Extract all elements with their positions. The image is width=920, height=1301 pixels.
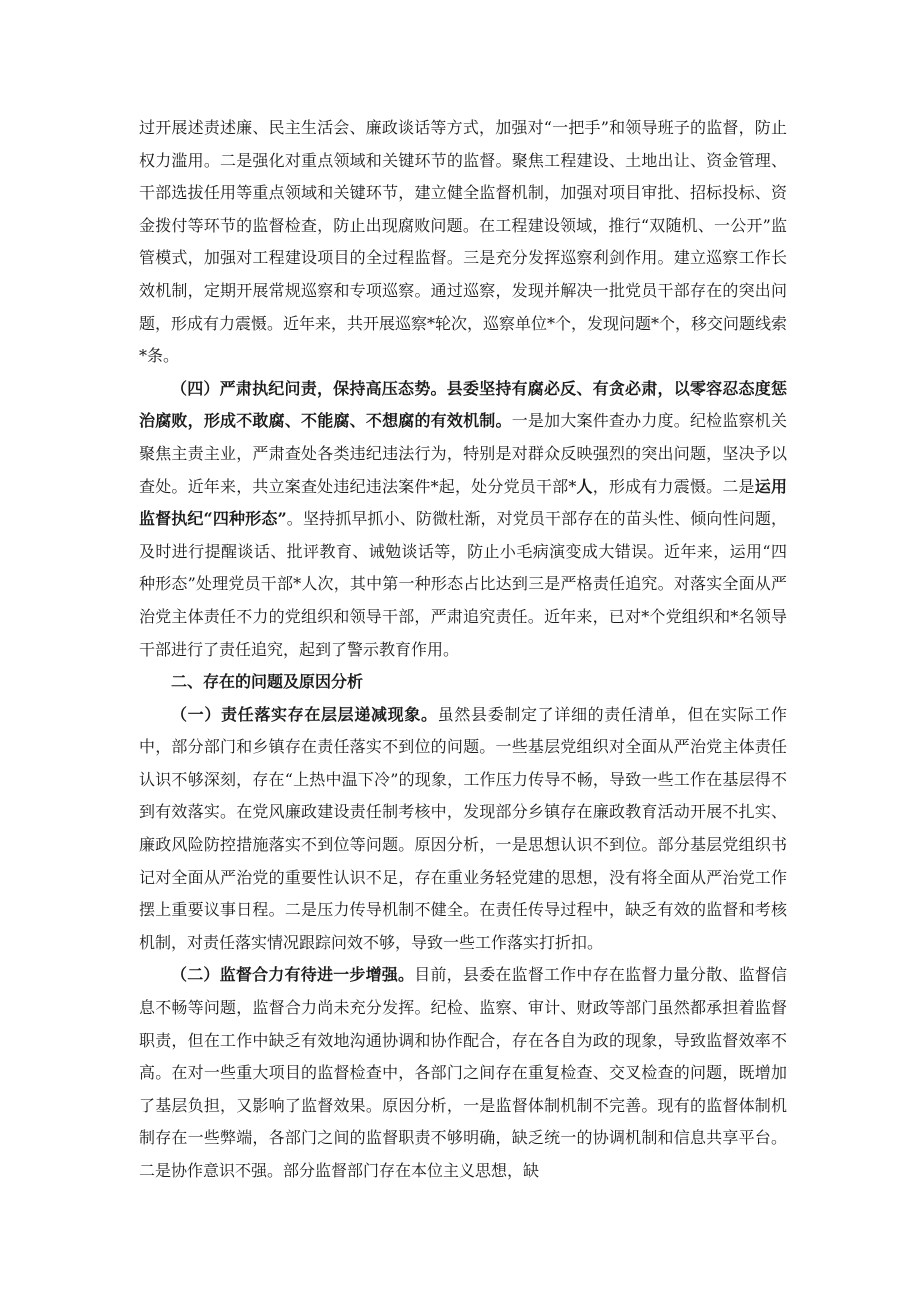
paragraph-text-e: 。坚持抓早抓小、防微杜渐，对党员干部存在的苗头性、倾向性问题，及时进行提醒谈话、批评教育、诫勉谈话等，防止小毛病演变成大错误。近年来，运用“四种形态”处理党员干部*人次，其中第一种形态占比达到三是严格责任追究。对落实全面从严治党主体责任不力的党组织和领导干部，严肃追究责任。近年来，已对*个党组织和*名领导干部进行了责任追究，起到了警示教育作用。 <box>139 509 787 659</box>
paragraph-text-b: 人 <box>576 476 593 496</box>
section-lead-4: （四）严肃执纪问责，保持高压态势。县委坚持有腐必反、有贪必肃，以零容忍态度惩治腐败，形成不敢腐、不能腐、不想腐的有效机制。 <box>139 378 787 431</box>
paragraph-responsibility-decline <box>139 699 787 960</box>
document-body <box>139 112 787 1188</box>
paragraph-text: 目前，县委在监督工作中存在监督力量分散、监督信息不畅等问题，监督合力尚未充分发挥。纪检、监察、审计、财政等部门虽然都承担着监督职责，但在工作中缺乏有效地沟通协调和协作配合，存在各自为政的现象，导致监督效率不高。在对一些重大项目的监督检查中，各部门之间存在重复检查、交叉检查的问题，既增加了基层负担，又影响了监督效果。原因分析，一是监督体制机制不完善。现有的监督体制机制存在一些弊端，各部门之间的监督职责不够明确，缺乏统一的协调机制和信息共享平台。二是协作意识不强。部分监督部门存在本位主义思想，缺 <box>139 965 787 1180</box>
paragraph-text-a: 一是加大案件查办力度。纪检监察机关聚焦主责主业，严肃查处各类违纪违法行为，特别是对群众反映强烈的突出问题，坚决予以查处。近年来，共立案查处违纪违法案件*起，处分党员干部* <box>139 411 787 496</box>
paragraph-text: 虽然县委制定了详细的责任清单，但在实际工作中，部分部门和乡镇存在责任落实不到位的问题。一些基层党组织对全面从严治党主体责任认识不够深刻，存在“上热中温下冷”的现象，工作压力传导不畅，导致一些工作在基层得不到有效落实。在党风廉政建设责任制考核中，发现部分乡镇存在廉政教育活动开展不扎实、廉政风险防控措施落实不到位等问题。原因分析，一是思想认识不到位。部分基层党组织书记对全面从严治党的重要性认识不足，存在重业务轻党建的思想，没有将全面从严治党工作摆上重要议事日程。二是压力传导机制不健全。在责任传导过程中，缺乏有效的监督和考核机制，对责任落实情况跟踪问效不够，导致一些工作落实打折扣。 <box>139 704 787 952</box>
paragraph-supervision-continued: 过开展述责述廉、民主生活会、廉政谈话等方式，加强对“一把手”和领导班子的监督，防止权力滥用。二是强化对重点领域和关键环节的监督。聚焦工程建设、土地出让、资金管理、干部选拔任用等重点领域和关键环节，建立健全监督机制，加强对项目审批、招标投标、资金拨付等环节的监督检查，防止出现腐败问题。在工程建设领域，推行“双随机、一公开”监管模式，加强对工程建设项目的全过程监督。三是充分发挥巡察利剑作用。建立巡察工作长效机制，定期开展常规巡察和专项巡察。通过巡察，发现并解决一批党员干部存在的突出问题，形成有力震慑。近年来，共开展巡察*轮次，巡察单位*个，发现问题*个，移交问题线索*条。 <box>139 118 788 366</box>
paragraph-text-d: 运用监督执纪“四种形态” <box>139 476 787 529</box>
paragraph-supervision-synergy <box>139 959 787 1187</box>
paragraph-discipline-accountability <box>139 373 787 666</box>
section-lead-1: （一）责任落实存在层层递减现象。 <box>171 704 438 724</box>
paragraph-text-c: ，形成有力震慑。二是 <box>592 476 755 496</box>
section-heading-problems: 二、存在的问题及原因分析 <box>171 672 364 692</box>
section-lead-2: （二）监督合力有待进一步增强。 <box>171 965 415 985</box>
